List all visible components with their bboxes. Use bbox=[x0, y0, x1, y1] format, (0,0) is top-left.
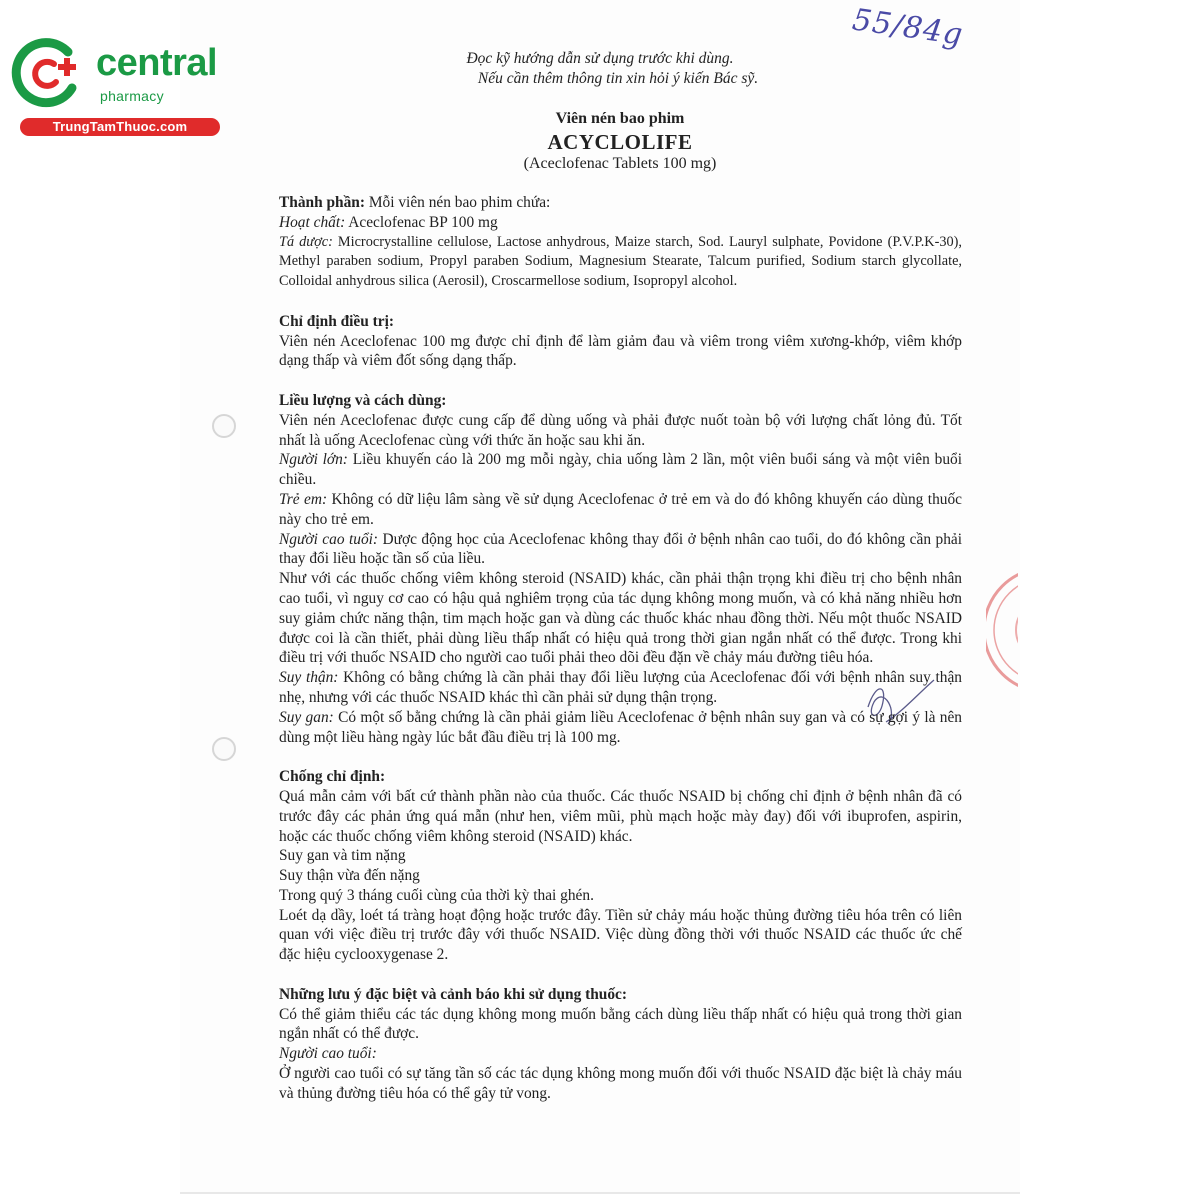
leaflet-body bbox=[279, 193, 962, 1104]
composition-line bbox=[279, 193, 962, 213]
hepatic-label: Suy gan: bbox=[279, 708, 334, 726]
punch-hole bbox=[212, 737, 236, 761]
contraindication-p3: Suy thận vừa đến nặng bbox=[279, 867, 420, 885]
dosage-child bbox=[279, 490, 962, 530]
warnings-p2: Ở người cao tuổi có sự tăng tần số các tác dụng không mong muốn đối với thuốc NSAID đặc biệt là chảy máu và thủng đường tiêu hóa có thể gây tử vong. bbox=[279, 1065, 962, 1102]
indication-heading: Chỉ định điều trị: bbox=[279, 312, 395, 330]
renal-label: Suy thận: bbox=[279, 669, 339, 687]
excipients bbox=[279, 233, 962, 292]
dosage-adult bbox=[279, 450, 962, 490]
composition-intro: Mỗi viên nén bao phim chứa: bbox=[365, 194, 551, 211]
header-warning-line-2: Nếu cần thêm thông tin xin hỏi ý kiến Bác sỹ. bbox=[477, 70, 759, 87]
handwritten-note: 55/84g bbox=[850, 2, 966, 53]
contraindication-p1: Quá mẫn cảm với bất cứ thành phần nào của thuốc. Các thuốc NSAID bị chống chỉ định ở bệnh nhân đã có trước đây các phản ứng quá mẫn (như hen, viêm mũi, phù mạch hoặc mày đay) đối với ibuprofen, aspirin, hoặc các thuốc chống viêm không steroid (NSAID) khác. bbox=[279, 787, 962, 845]
hepatic-text: Có một số bằng chứng là cần phải giảm liều Aceclofenac ở bệnh nhân suy gan và có sự gợi ý là nên dùng một liều hàng ngày lúc bắt đầu điều trị là 100 mg. bbox=[279, 708, 962, 746]
contraindication-p4: Trong quý 3 tháng cuối cùng của thời kỳ thai ghén. bbox=[279, 886, 594, 904]
dosage-intro: Viên nén Aceclofenac được cung cấp để dùng uống và phải được nuốt toàn bộ với lượng chất lỏng đủ. Tốt nhất là uống Aceclofenac cùng với thức ăn hoặc sau khi ăn. bbox=[279, 411, 962, 449]
dosage-heading: Liều lượng và cách dùng: bbox=[279, 391, 447, 409]
dosage-renal bbox=[279, 668, 962, 708]
warnings-heading: Những lưu ý đặc biệt và cảnh báo khi sử dụng thuốc: bbox=[279, 985, 628, 1003]
adult-text: Liều khuyến cáo là 200 mg mỗi ngày, chia uống làm 2 lần, một viên buổi sáng và một viên buổi chiều. bbox=[279, 451, 962, 489]
dosage-nsaid: Như với các thuốc chống viêm không steroid (NSAID) khác, cần phải thận trọng khi điều trị cho bệnh nhân cao tuổi, vì nguy cơ cao có hậu quả nghiêm trọng của tác dụng không mong muốn, và có khả năng nhiều hơn suy giảm chức năng thận, tim mạch hoặc gan và dùng các thuốc khác nhau đồng thời. Nếu một thuốc NSAID được coi là cần thiết, phải dùng liều thấp nhất có hiệu quả trong thời gian ngắn nhất có thể được. Trong khi điều trị với thuốc NSAID cho người cao tuổi phải theo dõi đều đặn về chảy máu đường tiêu hóa. bbox=[279, 570, 962, 667]
active-value: Aceclofenac BP 100 mg bbox=[345, 213, 498, 231]
product-subtitle: (Aceclofenac Tablets 100 mg) bbox=[523, 155, 717, 172]
active-label: Hoạt chất: bbox=[279, 213, 346, 231]
logo-website: TrungTamThuoc.com bbox=[20, 118, 220, 136]
excipient-value: Microcrystalline cellulose, Lactose anhydrous, Maize starch, Sod. Lauryl sulphate, Povidone (P.V.P.K-30), Methyl paraben sodium, Propyl paraben Sodium, Magnesium Stearate, Talcum purified, Sodium starch glycollate, Colloidal anhydrous silica (Aerosil), Croscarmellose sodium, Isopropyl alcohol. bbox=[279, 233, 962, 290]
elderly-text: Dược động học của Aceclofenac không thay đổi ở bệnh nhân cao tuổi, do đó không cần phải thay đổi liều hoặc tần số của liều. bbox=[279, 530, 962, 568]
indication-text: Viên nén Aceclofenac 100 mg được chỉ định để làm giảm đau và viêm trong viêm xương-khớp, viêm khớp dạng thấp và viêm đốt sống dạng thấp. bbox=[279, 332, 962, 370]
product-name: ACYCLOLIFE bbox=[547, 130, 693, 154]
product-form: Viên nén bao phim bbox=[555, 110, 685, 127]
logo-subtitle: pharmacy bbox=[100, 88, 164, 104]
punch-hole bbox=[212, 414, 236, 438]
contraindication-heading: Chống chỉ định: bbox=[279, 768, 386, 786]
child-label: Trẻ em: bbox=[279, 490, 328, 508]
red-stamp-icon bbox=[986, 560, 1018, 700]
warnings-elderly-label: Người cao tuổi: bbox=[279, 1045, 377, 1063]
child-text: Không có dữ liệu lâm sàng về sử dụng Aceclofenac ở trẻ em và do đó không khuyến cáo dùng thuốc này cho trẻ em. bbox=[279, 490, 962, 528]
active-ingredient bbox=[279, 213, 962, 233]
composition-heading: Thành phần: bbox=[279, 194, 365, 211]
dosage-elderly bbox=[279, 530, 962, 570]
logo-wordmark: central bbox=[96, 42, 218, 84]
dosage-hepatic bbox=[279, 708, 962, 748]
contraindication-p5: Loét dạ dầy, loét tá tràng hoạt động hoặc trước đây. Tiền sử chảy máu hoặc thủng đường tiêu hóa trên có liên quan với việc điều trị trước đây với thuốc NSAID. Việc dùng đồng thời với thuốc NSAID các thuốc ức chế đặc hiệu cyclooxygenase 2. bbox=[279, 906, 962, 964]
elderly-label: Người cao tuổi: bbox=[279, 530, 379, 548]
excipient-label: Tá dược: bbox=[279, 233, 333, 250]
renal-text: Không có bằng chứng là cần phải thay đổi liều lượng của Aceclofenac đối với bệnh nhân suy thận nhẹ, nhưng với các thuốc NSAID khác thì cần phải sử dụng thận trọng. bbox=[279, 669, 962, 706]
adult-label: Người lớn: bbox=[279, 451, 348, 469]
warnings-p1: Có thể giảm thiểu các tác dụng không mong muốn bằng cách dùng liều thấp nhất có hiệu quả trong thời gian ngắn nhất có thể được. bbox=[279, 1005, 962, 1043]
contraindication-p2: Suy gan và tim nặng bbox=[279, 847, 406, 865]
header-warning-line-1: Đọc kỹ hướng dẫn sử dụng trước khi dùng. bbox=[466, 50, 734, 67]
warnings-elderly bbox=[279, 1044, 962, 1064]
